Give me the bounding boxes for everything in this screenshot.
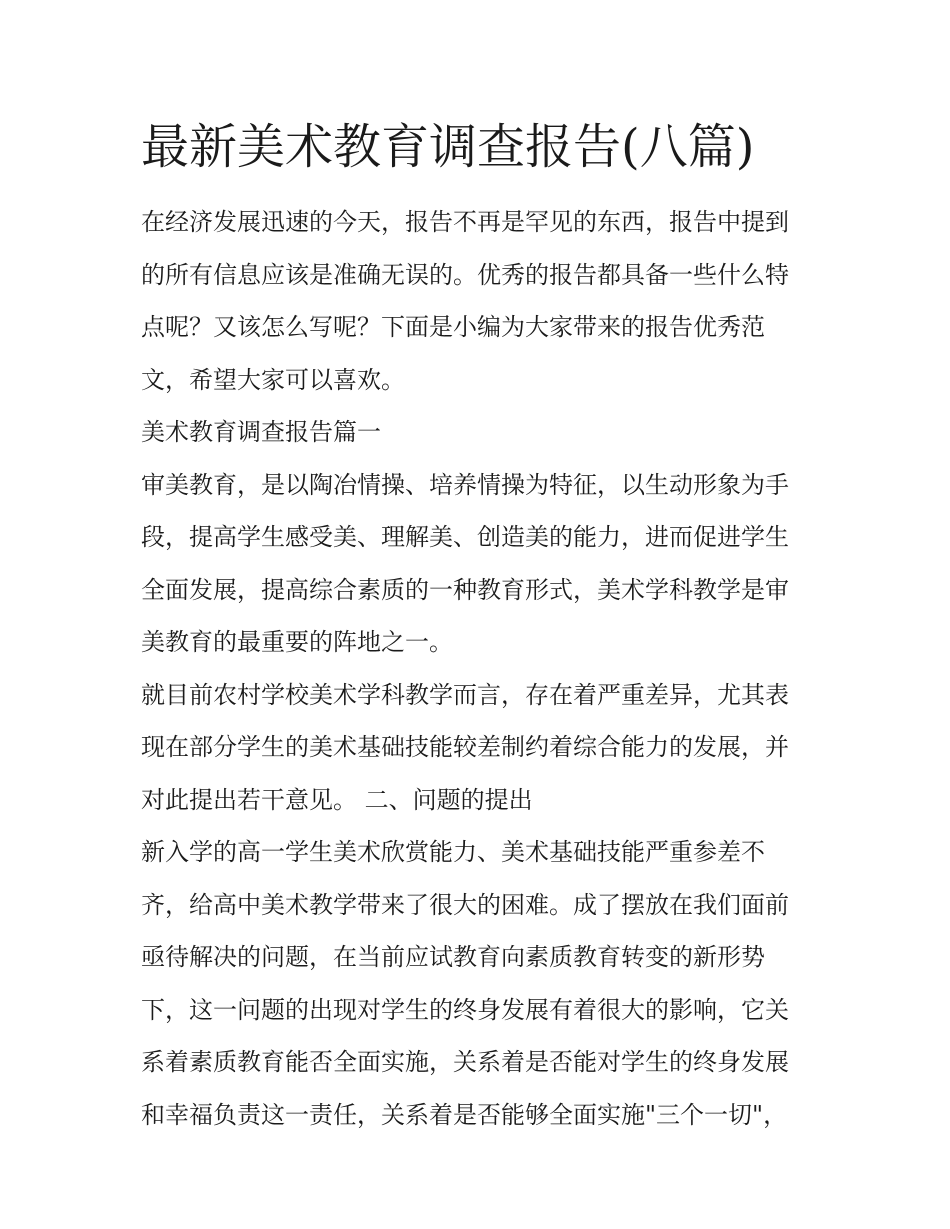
text-line: 对此提出若干意见。 二、问题的提出 <box>141 785 533 814</box>
text-line: 齐，给高中美术教学带来了很大的困难。成了摆放在我们面前 <box>141 890 789 919</box>
text-line: 现在部分学生的美术基础技能较差制约着综合能力的发展，并 <box>141 733 789 761</box>
page-title: 最新美术教育调查报告(八篇) <box>141 119 755 175</box>
text-line: 在经济发展迅速的今天，报告不再是罕见的东西，报告中提到 <box>141 208 789 236</box>
text-line: 文，希望大家可以喜欢。 <box>141 365 405 394</box>
text-line: 点呢？又该怎么写呢？下面是小编为大家带来的报告优秀范 <box>141 313 765 341</box>
text-line: 全面发展，提高综合素质的一种教育形式，美术学科教学是审 <box>141 575 789 604</box>
text-line: 美教育的最重要的阵地之一。 <box>141 628 453 656</box>
text-line: 段，提高学生感受美、理解美、创造美的能力，进而促进学生 <box>141 523 789 551</box>
body-text <box>141 196 817 1141</box>
text-line: 下，这一问题的出现对学生的终身发展有着很大的影响，它关 <box>141 995 789 1024</box>
text-line: 亟待解决的问题，在当前应试教育向素质教育转变的新形势 <box>141 943 765 971</box>
text-line: 和幸福负责这一责任，关系着是否能够全面实施"三个一切"， <box>141 1100 788 1129</box>
text-line: 就目前农村学校美术学科教学而言，存在着严重差异，尤其表 <box>141 680 789 709</box>
text-line: 的所有信息应该是准确无误的。优秀的报告都具备一些什么特 <box>141 260 789 289</box>
text-line: 系着素质教育能否全面实施，关系着是否能对学生的终身发展 <box>141 1048 789 1076</box>
text-line: 审美教育，是以陶冶情操、培养情操为特征，以生动形象为手 <box>141 470 789 499</box>
text-line: 新入学的高一学生美术欣赏能力、美术基础技能严重参差不 <box>141 838 765 866</box>
section-heading: 美术教育调查报告篇一 <box>141 418 381 446</box>
